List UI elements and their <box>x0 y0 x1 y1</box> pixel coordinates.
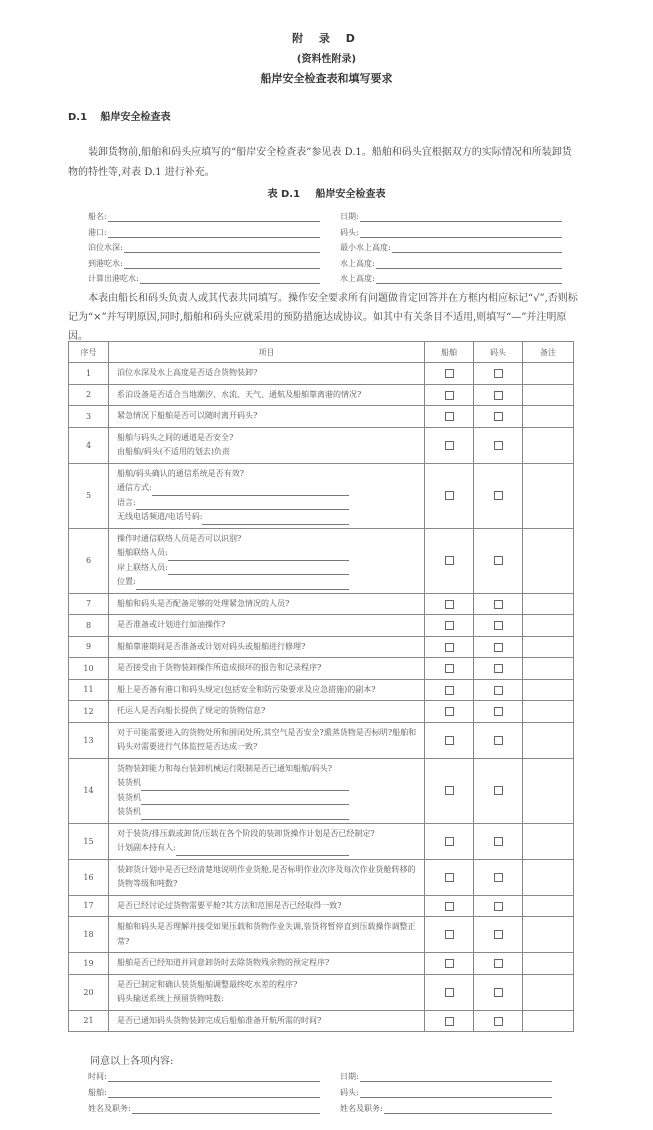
table-row <box>69 1010 574 1032</box>
form-field-left-4-label: 计算出港吃水: <box>88 274 139 283</box>
form-field-right-2-label: 最小水上高度: <box>340 243 391 252</box>
remarks-cell[interactable] <box>523 722 574 758</box>
table-row <box>69 895 574 917</box>
item-text: 船舶与码头之间的通道是否安全? <box>117 432 234 442</box>
remarks-cell[interactable] <box>523 974 574 1010</box>
terminal-check-cell <box>474 758 523 823</box>
form-field-left-2 <box>88 241 320 253</box>
ship-check-cell <box>425 679 474 701</box>
row-item <box>109 758 425 823</box>
row-item <box>109 406 425 428</box>
signoff-field-right-2 <box>340 1102 552 1114</box>
terminal-checkbox[interactable] <box>494 902 503 911</box>
form-field-left-4 <box>88 272 320 284</box>
ship-checkbox[interactable] <box>445 664 454 673</box>
row-item <box>109 859 425 895</box>
terminal-checkbox[interactable] <box>494 412 503 421</box>
row-number: 4 <box>69 427 109 463</box>
signoff-field-left-1-input-line[interactable] <box>108 1089 320 1098</box>
intro-paragraph: 装卸货物前,船舶和码头应填写的“船岸安全检查表”参见表 D.1。船舶和码头宜根据双方的实际情况和所装卸货物的特性等,对表 D.1 进行补充。 <box>68 147 572 178</box>
ship-checkbox[interactable] <box>445 369 454 378</box>
table-row <box>69 593 574 615</box>
form-field-right-1-input-line[interactable] <box>360 229 562 238</box>
signoff-field-right-1-label: 码头: <box>340 1088 359 1097</box>
terminal-check-cell <box>474 823 523 859</box>
ship-check-cell <box>425 615 474 637</box>
ship-checkbox[interactable] <box>445 621 454 630</box>
item-text: 是否已通知码头货物装卸完成后船舶准备开航所需的时间? <box>117 1015 322 1025</box>
signoff-field-left-2 <box>88 1102 320 1114</box>
table-header-row <box>69 342 574 363</box>
terminal-check-cell <box>474 895 523 917</box>
ship-check-cell <box>425 823 474 859</box>
ship-check-cell <box>425 384 474 406</box>
signoff-field-right-0 <box>340 1070 552 1082</box>
remarks-cell[interactable] <box>523 953 574 975</box>
ship-check-cell <box>425 895 474 917</box>
form-field-right-2 <box>340 241 562 253</box>
row-number: 17 <box>69 895 109 917</box>
form-field-right-3-input-line[interactable] <box>376 260 562 269</box>
item-fill-line[interactable] <box>176 846 349 856</box>
ship-check-cell <box>425 1010 474 1032</box>
remarks-cell[interactable] <box>523 615 574 637</box>
form-field-right-1-label: 码头: <box>340 227 359 237</box>
row-number: 19 <box>69 953 109 975</box>
terminal-check-cell <box>474 593 523 615</box>
signoff-field-right-1-input-line[interactable] <box>360 1089 552 1098</box>
signoff-field-left-0-input-line[interactable] <box>108 1073 320 1082</box>
item-fill-line[interactable] <box>136 580 349 590</box>
column-header-item: 项目 <box>109 342 425 363</box>
item-fill-label: 通信方式: <box>117 483 152 492</box>
ship-check-cell <box>425 758 474 823</box>
terminal-check-cell <box>474 636 523 658</box>
terminal-check-cell <box>474 427 523 463</box>
form-field-right-4-label: 水上高度: <box>340 274 375 283</box>
row-item <box>109 895 425 917</box>
remarks-cell[interactable] <box>523 679 574 701</box>
table-row <box>69 636 574 658</box>
terminal-checkbox[interactable] <box>494 873 503 882</box>
form-field-left-3-input-line[interactable] <box>124 260 320 269</box>
ship-checkbox[interactable] <box>445 930 454 939</box>
form-field-left-1-label: 港口: <box>88 227 107 237</box>
remarks-cell[interactable] <box>523 593 574 615</box>
item-fill-line[interactable] <box>141 810 349 820</box>
item-text: 船舶和码头是否理解并接受如果压载和货物作业失调,装货将暂停直到压载操作调整正常? <box>117 922 416 946</box>
ship-check-cell <box>425 528 474 593</box>
table-number: 表 D.1 <box>267 189 301 200</box>
table-row <box>69 463 574 528</box>
terminal-check-cell <box>474 701 523 723</box>
item-text: 是否接受由于货物装卸操作所造成损坏的报告和记录程序? <box>117 663 322 672</box>
table-row <box>69 427 574 463</box>
ship-check-cell <box>425 427 474 463</box>
ship-checkbox[interactable] <box>445 902 454 911</box>
form-field-right-0-label: 日期: <box>340 212 359 221</box>
instructions-paragraph: 本表由船长和码头负责人或其代表共同填写。操作安全要求所有问题做肯定回答并在方框内相应标记“√”,否则标记为“×”并写明原因,同时,船舶和码头应就采用的预防措施达成协议。如其中有关条目不适用,则填写“—”并注明原因。 <box>68 293 578 342</box>
terminal-check-cell <box>474 953 523 975</box>
ship-checkbox[interactable] <box>445 556 454 565</box>
terminal-checkbox[interactable] <box>494 600 503 609</box>
row-number: 12 <box>69 701 109 723</box>
item-fill-label: 岸上联络人员: <box>117 562 168 572</box>
terminal-checkbox[interactable] <box>494 988 503 997</box>
ship-checkbox[interactable] <box>445 643 454 652</box>
table-row <box>69 953 574 975</box>
form-field-left-3 <box>88 257 320 269</box>
row-item <box>109 615 425 637</box>
terminal-checkbox[interactable] <box>494 391 503 400</box>
remarks-cell[interactable] <box>523 1010 574 1032</box>
row-item <box>109 823 425 859</box>
row-item <box>109 528 425 593</box>
item-fill-label: 装货机 <box>117 778 141 787</box>
item-fill-field <box>117 575 424 590</box>
signoff-field-left-1 <box>88 1086 320 1098</box>
row-number: 3 <box>69 406 109 428</box>
row-number: 20 <box>69 974 109 1010</box>
ship-check-cell <box>425 722 474 758</box>
row-item <box>109 953 425 975</box>
section-title: 船岸安全检查表 <box>100 112 171 123</box>
form-field-left-2-input-line[interactable] <box>124 244 320 253</box>
remarks-cell[interactable] <box>523 658 574 680</box>
item-fill-line[interactable] <box>168 565 349 575</box>
ship-check-cell <box>425 701 474 723</box>
row-item <box>109 701 425 723</box>
terminal-checkbox[interactable] <box>494 1017 503 1026</box>
row-number: 1 <box>69 363 109 385</box>
ship-check-cell <box>425 917 474 953</box>
row-item <box>109 593 425 615</box>
row-item <box>109 427 425 463</box>
section-heading <box>68 108 171 123</box>
table-row <box>69 615 574 637</box>
appendix-label: 附 录 D <box>292 32 361 45</box>
ship-check-cell <box>425 658 474 680</box>
item-fill-label: 计划副本持有人: <box>117 843 176 852</box>
form-field-left-1-input-line[interactable] <box>108 229 320 238</box>
item-text: 由船舶/码头(不适用的划去)负责 <box>117 447 230 456</box>
item-text: 操作时通信联络人员是否可以识别? <box>117 533 242 543</box>
item-text: 船舶/码头确认的通信系统是否有效? <box>117 468 244 478</box>
item-fill-line[interactable] <box>202 515 349 525</box>
form-field-right-2-input-line[interactable] <box>392 244 562 253</box>
ship-checkbox[interactable] <box>445 1017 454 1026</box>
form-field-left-0-label: 船名: <box>88 212 107 221</box>
signoff-field-left-2-label: 姓名及职务: <box>88 1104 131 1113</box>
item-fill-field <box>117 496 424 511</box>
ship-checkbox[interactable] <box>445 707 454 716</box>
item-fill-label: 装货机 <box>117 807 141 816</box>
terminal-checkbox[interactable] <box>494 556 503 565</box>
terminal-check-cell <box>474 658 523 680</box>
signoff-field-left-0-label: 时间: <box>88 1072 107 1081</box>
item-fill-field <box>117 481 424 496</box>
column-header-terminal: 码头 <box>474 342 523 363</box>
ship-check-cell <box>425 859 474 895</box>
table-row <box>69 363 574 385</box>
table-row <box>69 974 574 1010</box>
row-number: 2 <box>69 384 109 406</box>
terminal-checkbox[interactable] <box>494 441 503 450</box>
ship-checkbox[interactable] <box>445 491 454 500</box>
item-text: 是否已经讨论过货物需要平舱?其方法和范围是否已经取得一致? <box>117 900 342 910</box>
item-fill-label: 位置: <box>117 577 136 586</box>
ship-check-cell <box>425 593 474 615</box>
item-text: 泊位水深及水上高度是否适合货物装卸? <box>117 368 258 377</box>
item-fill-label: 船舶联络人员: <box>117 548 168 557</box>
remarks-cell[interactable] <box>523 384 574 406</box>
row-number: 10 <box>69 658 109 680</box>
item-fill-line[interactable] <box>141 795 349 805</box>
signoff-field-right-1 <box>340 1086 552 1098</box>
item-fill-label: 语言: <box>117 497 136 507</box>
ship-check-cell <box>425 953 474 975</box>
column-header-ship: 船舶 <box>425 342 474 363</box>
row-item <box>109 363 425 385</box>
form-field-right-1 <box>340 226 562 238</box>
row-item <box>109 722 425 758</box>
form-field-left-3-label: 到港吃水: <box>88 258 123 268</box>
terminal-checkbox[interactable] <box>494 621 503 630</box>
ship-checkbox[interactable] <box>445 391 454 400</box>
signoff-field-left-0 <box>88 1070 320 1082</box>
remarks-cell[interactable] <box>523 636 574 658</box>
row-item <box>109 658 425 680</box>
appendix-nature: (资料性附录) <box>296 54 357 65</box>
table-row <box>69 658 574 680</box>
terminal-checkbox[interactable] <box>494 686 503 695</box>
row-number: 21 <box>69 1010 109 1032</box>
column-header-remarks: 备注 <box>523 342 574 363</box>
table-row <box>69 406 574 428</box>
item-fill-line[interactable] <box>141 781 349 791</box>
terminal-checkbox[interactable] <box>494 837 503 846</box>
terminal-check-cell <box>474 917 523 953</box>
form-field-right-0 <box>340 210 562 222</box>
item-text: 货物装卸能力和每台装卸机械运行限制是否已通知船舶/码头? <box>117 763 332 773</box>
item-text: 是否已制定和确认装货船舶调整最终吃水差的程序? <box>117 979 298 989</box>
row-number: 6 <box>69 528 109 593</box>
ship-check-cell <box>425 636 474 658</box>
form-field-left-4-input-line[interactable] <box>140 275 320 284</box>
signoff-field-right-2-label: 姓名及职务: <box>340 1104 383 1113</box>
terminal-checkbox[interactable] <box>494 664 503 673</box>
form-field-left-0-input-line[interactable] <box>108 213 320 222</box>
terminal-check-cell <box>474 679 523 701</box>
item-fill-label: 装货机 <box>117 792 141 802</box>
form-field-left-0 <box>88 210 320 222</box>
terminal-check-cell <box>474 722 523 758</box>
agreement-label: 同意以上各项内容: <box>90 1056 174 1067</box>
terminal-checkbox[interactable] <box>494 707 503 716</box>
remarks-cell[interactable] <box>523 528 574 593</box>
checklist-table <box>68 341 574 1032</box>
section-number: D.1 <box>68 112 88 123</box>
row-number: 9 <box>69 636 109 658</box>
ship-checkbox[interactable] <box>445 786 454 795</box>
signoff-field-right-0-input-line[interactable] <box>360 1073 552 1082</box>
ship-checkbox[interactable] <box>445 600 454 609</box>
table-row <box>69 701 574 723</box>
signoff-field-left-1-label: 船舶: <box>88 1088 107 1097</box>
remarks-cell[interactable] <box>523 917 574 953</box>
remarks-cell[interactable] <box>523 758 574 823</box>
remarks-cell[interactable] <box>523 895 574 917</box>
item-fill-label: 无线电话频道/电话号码: <box>117 512 203 521</box>
terminal-checkbox[interactable] <box>494 959 503 968</box>
remarks-cell[interactable] <box>523 859 574 895</box>
remarks-cell[interactable] <box>523 823 574 859</box>
ship-checkbox[interactable] <box>445 837 454 846</box>
form-field-right-4 <box>340 272 562 284</box>
item-text: 船上是否备有港口和码头规定(包括安全和防污染要求及应急措施)的副本? <box>117 684 376 694</box>
item-fill-field <box>117 776 424 791</box>
item-fill-field <box>117 546 424 561</box>
ship-checkbox[interactable] <box>445 988 454 997</box>
ship-check-cell <box>425 406 474 428</box>
remarks-cell[interactable] <box>523 406 574 428</box>
table-title: 船岸安全检查表 <box>315 189 386 200</box>
remarks-cell[interactable] <box>523 463 574 528</box>
row-number: 18 <box>69 917 109 953</box>
item-text: 船舶靠港期间是否准备或计划对码头或船舶进行修理? <box>117 641 306 651</box>
item-fill-line[interactable] <box>168 551 349 561</box>
remarks-cell[interactable] <box>523 363 574 385</box>
row-number: 5 <box>69 463 109 528</box>
ship-checkbox[interactable] <box>445 873 454 882</box>
row-item <box>109 636 425 658</box>
terminal-checkbox[interactable] <box>494 369 503 378</box>
row-number: 8 <box>69 615 109 637</box>
row-number: 15 <box>69 823 109 859</box>
ship-checkbox[interactable] <box>445 736 454 745</box>
table-row <box>69 384 574 406</box>
form-field-right-0-input-line[interactable] <box>360 213 562 222</box>
terminal-check-cell <box>474 1010 523 1032</box>
signoff-field-left-2-input-line[interactable] <box>132 1105 320 1114</box>
item-fill-field <box>117 841 424 856</box>
terminal-check-cell <box>474 859 523 895</box>
row-number: 14 <box>69 758 109 823</box>
page-title: 船岸安全检查表和填写要求 <box>260 72 393 85</box>
terminal-checkbox[interactable] <box>494 930 503 939</box>
ship-checkbox[interactable] <box>445 441 454 450</box>
table-row <box>69 679 574 701</box>
remarks-cell[interactable] <box>523 427 574 463</box>
ship-checkbox[interactable] <box>445 959 454 968</box>
row-item <box>109 917 425 953</box>
terminal-check-cell <box>474 615 523 637</box>
form-field-left-2-label: 泊位水深: <box>88 243 123 252</box>
row-item <box>109 463 425 528</box>
signoff-field-right-0-label: 日期: <box>340 1072 359 1081</box>
row-item <box>109 384 425 406</box>
terminal-checkbox[interactable] <box>494 491 503 500</box>
table-row <box>69 917 574 953</box>
form-field-right-3-label: 水上高度: <box>340 258 375 268</box>
form-field-right-4-input-line[interactable] <box>376 275 562 284</box>
terminal-check-cell <box>474 363 523 385</box>
table-caption <box>0 185 653 200</box>
table-row <box>69 823 574 859</box>
row-item <box>109 679 425 701</box>
terminal-check-cell <box>474 463 523 528</box>
terminal-check-cell <box>474 974 523 1010</box>
ship-check-cell <box>425 363 474 385</box>
item-text: 系泊设备是否适合当地潮汐、水流、天气、通航及船舶靠离港的情况? <box>117 389 362 399</box>
item-fill-field <box>117 805 424 820</box>
terminal-check-cell <box>474 406 523 428</box>
item-fill-field <box>117 510 424 525</box>
remarks-cell[interactable] <box>523 701 574 723</box>
item-text: 对于装货/排压载或卸货/压载在各个阶段的装卸货操作计划是否已经制定? <box>117 828 375 838</box>
table-row <box>69 528 574 593</box>
item-text: 紧急情况下船舶是否可以随时离开码头? <box>117 411 258 420</box>
item-text: 装卸货计划中是否已经清楚地说明作业货舱,是否标明作业次序及每次作业货舱转移的货物等级和吨数? <box>117 864 416 888</box>
item-text: 船舶和码头是否配备足够的处理紧急情况的人员? <box>117 598 290 608</box>
table-row <box>69 859 574 895</box>
table-row <box>69 758 574 823</box>
item-fill-line[interactable] <box>136 500 349 510</box>
column-header-number: 序号 <box>69 342 109 363</box>
terminal-checkbox[interactable] <box>494 736 503 745</box>
row-item <box>109 1010 425 1032</box>
ship-check-cell <box>425 463 474 528</box>
item-text: 船舶是否已经知道并同意卸货时去除货物残余物的预定程序? <box>117 958 330 967</box>
terminal-checkbox[interactable] <box>494 643 503 652</box>
row-number: 7 <box>69 593 109 615</box>
item-text: 托运人是否向船长提供了规定的货物信息? <box>117 706 266 715</box>
item-text: 是否准备或计划进行加油操作? <box>117 620 226 629</box>
table-row <box>69 722 574 758</box>
ship-checkbox[interactable] <box>445 686 454 695</box>
item-text: 对于可能需要进入的货物处所和围闭处所,其空气是否安全?熏蒸货物是否标明?船舶和码头对需要进行气体监控是否达成一致? <box>117 727 417 751</box>
form-field-right-3 <box>340 257 562 269</box>
row-number: 16 <box>69 859 109 895</box>
item-fill-line[interactable] <box>152 486 349 496</box>
ship-checkbox[interactable] <box>445 412 454 421</box>
row-item <box>109 974 425 1010</box>
terminal-check-cell <box>474 384 523 406</box>
form-field-left-1 <box>88 226 320 238</box>
item-text: 码头输送系统上预留货物吨数: <box>117 994 224 1003</box>
signoff-field-right-2-input-line[interactable] <box>384 1105 552 1114</box>
ship-check-cell <box>425 974 474 1010</box>
row-number: 11 <box>69 679 109 701</box>
row-number: 13 <box>69 722 109 758</box>
item-fill-field <box>117 791 424 806</box>
terminal-check-cell <box>474 528 523 593</box>
item-fill-field <box>117 561 424 576</box>
terminal-checkbox[interactable] <box>494 786 503 795</box>
